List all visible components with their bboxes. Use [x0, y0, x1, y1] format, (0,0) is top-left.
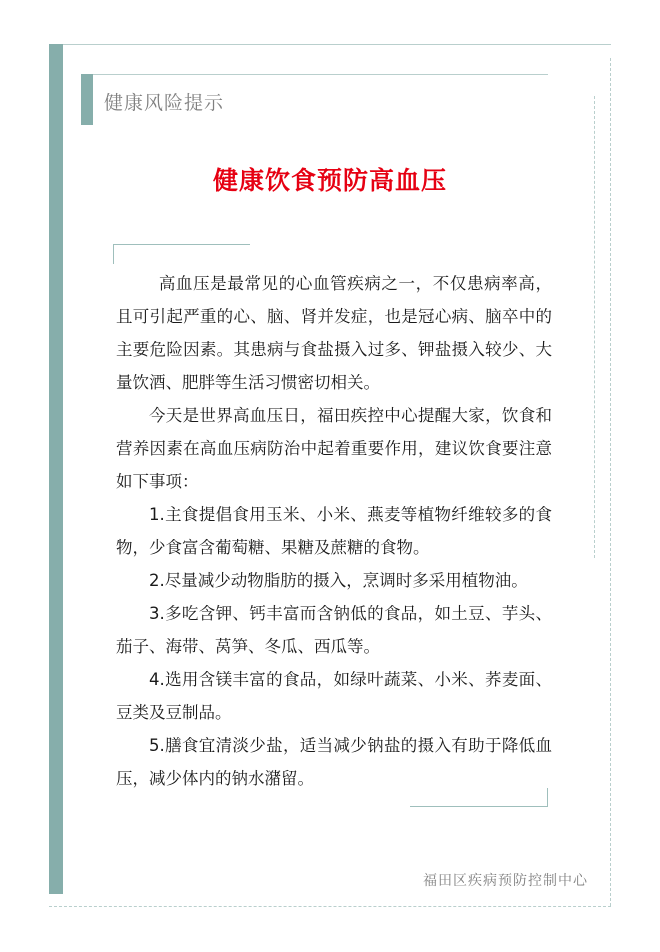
page-title: 健康饮食预防高血压 [212, 166, 447, 195]
list-item-3: 3.多吃含钾、钙丰富而含钠低的食品，如土豆、芋头、茄子、海带、莴笋、冬瓜、西瓜等。 [116, 604, 552, 656]
section-label: 健康风险提示 [104, 92, 225, 114]
paragraph-intro: 高血压是最常见的心血管疾病之一，不仅患病率高，且可引起严重的心、脑、肾并发症，也是冠心病、脑卒中的主要危险因素。其患病与食盐摄入过多、钾盐摄入较少、大量饮酒、肥胖等生活习惯密切相关。 [116, 274, 552, 392]
list-item-5: 5.膳食宜清淡少盐，适当减少钠盐的摄入有助于降低血压，减少体内的钠水潴留。 [116, 736, 552, 788]
corner-bracket-top-left [113, 244, 250, 264]
frame-bottom-dashed-border [49, 906, 611, 907]
list-item-1: 1.主食提倡食用玉米、小米、燕麦等植物纤维较多的食物，少食富含葡萄糖、果糖及蔗糖的食物。 [116, 505, 552, 557]
footer-organization: 福田区疾病预防控制中心 [423, 873, 588, 889]
paragraph-reminder: 今天是世界高血压日，福田疾控中心提醒大家，饮食和营养因素在高血压病防治中起着重要作用，建议饮食要注意如下事项： [116, 406, 552, 491]
article-body [116, 267, 552, 795]
frame-top-line [63, 44, 611, 45]
header-accent-bar [81, 74, 93, 125]
header-rule [93, 74, 548, 75]
corner-bracket-bottom-right [410, 788, 548, 807]
list-item-4: 4.选用含镁丰富的食品，如绿叶蔬菜、小米、荞麦面、豆类及豆制品。 [116, 670, 552, 722]
list-item-2: 2.尽量减少动物脂肪的摄入，烹调时多采用植物油。 [149, 571, 528, 590]
